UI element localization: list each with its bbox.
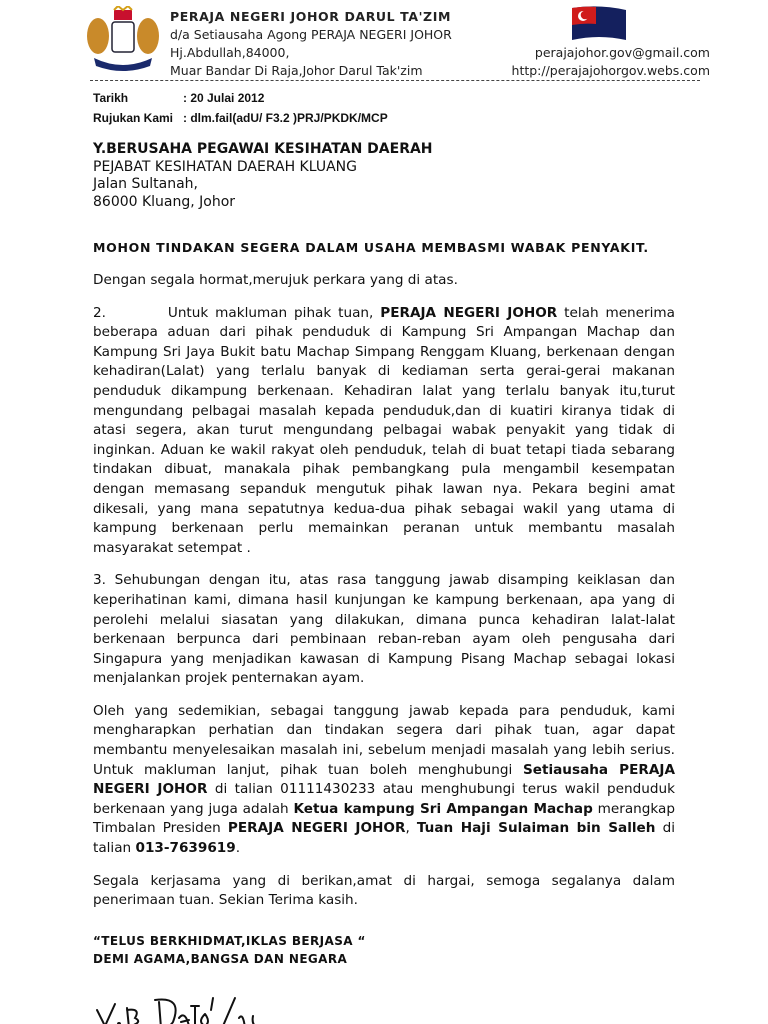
paragraph-text: merangkap Timbalan Presiden xyxy=(93,800,675,837)
paragraph-text: 2. Untuk makluman pihak tuan, xyxy=(93,304,381,321)
body-paragraph xyxy=(93,571,675,689)
website: http://perajajohorgov.webs.com xyxy=(511,63,710,78)
paragraph-text: 3. Sehubungan dengan itu, atas rasa tanggung jawab disamping keiklasan dan keperihatinan kami, dimana hasil kunjungan ke kampung berkenaan, apa yang di perolehi melalui siasatan yang dilakukan, dimana punca kehadiran lalat-lalat berkenaan berpunca dari pembinaan reban-reban ayam oleh pengusaha dari Singapura yang menjadikan kawasan di Kampung Pisang Machap sebagai lokasi menjalankan projek penternakan ayam. xyxy=(93,572,675,687)
recipient-address xyxy=(93,141,433,211)
letter-body xyxy=(93,271,675,924)
motto-line: DEMI AGAMA,BANGSA DAN NEGARA xyxy=(93,952,348,966)
bold-text: Tuan Haji Sulaiman bin Salleh xyxy=(416,820,656,837)
letterhead-line: Muar Bandar Di Raja,Johor Darul Tak'zim xyxy=(170,63,423,78)
signature-image xyxy=(93,988,273,1024)
org-name: PERAJA NEGERI JOHOR DARUL TA'ZIM xyxy=(170,9,451,24)
subject-line: MOHON TINDAKAN SEGERA DALAM USAHA MEMBASMI WABAK PENYAKIT. xyxy=(93,240,649,255)
body-paragraph xyxy=(93,271,675,291)
ref-label: Rujukan Kami xyxy=(93,111,174,125)
paragraph-text: . xyxy=(235,840,241,857)
bold-text: PERAJA NEGERI JOHOR xyxy=(227,820,406,837)
recipient-line: 86000 Kluang, Johor xyxy=(93,193,236,210)
recipient-title: Y.BERUSAHA PEGAWAI KESIHATAN DAERAH xyxy=(93,141,433,157)
paragraph-text: Dengan segala hormat,merujuk perkara yang di atas. xyxy=(93,272,458,288)
contact-info xyxy=(500,44,710,80)
body-paragraph xyxy=(93,702,675,859)
letterhead-line: Hj.Abdullah,84000, xyxy=(170,45,290,60)
paragraph-text: di talian 01111430233 atau menghubungi terus wakil penduduk berkenaan yang juga adalah xyxy=(93,781,675,817)
letterhead-line: d/a Setiausaha Agong PERAJA NEGERI JOHOR xyxy=(170,27,452,42)
recipient-line: PEJABAT KESIHATAN DAERAH KLUANG xyxy=(93,158,357,175)
paragraph-text: , xyxy=(405,820,417,837)
date-value: : 20 Julai 2012 xyxy=(183,91,265,105)
paragraph-text: Oleh yang sedemikian, sebagai tanggung jawab kepada para penduduk, kami mengharapkan perhatian dan tindakan segera dari pihak tuan, agar dapat membantu menyelesaikan masalah ini, sebelum menjadi masalah yang lebih serius. Untuk makluman lanjut, pihak tuan boleh menghubungi xyxy=(93,702,675,778)
body-paragraph xyxy=(93,872,675,911)
paragraph-text: Segala kerjasama yang di berikan,amat di hargai, semoga segalanya dalam penerimaan tuan. Sekian Terima kasih. xyxy=(93,872,675,909)
letter-meta xyxy=(93,88,388,128)
johor-crest-logo xyxy=(84,6,162,72)
motto-line: “TELUS BERKHIDMAT,IKLAS BERJASA “ xyxy=(93,934,366,948)
bold-text: Ketua kampung Sri Ampangan Machap xyxy=(293,800,593,817)
letterhead xyxy=(170,8,452,80)
recipient-line: Jalan Sultanah, xyxy=(93,176,198,192)
bold-text: PERAJA NEGERI JOHOR xyxy=(380,304,558,321)
body-paragraph xyxy=(93,304,675,559)
email: perajajohor.gov@gmail.com xyxy=(534,45,710,60)
paragraph-text: telah menerima beberapa aduan dari pihak penduduk di Kampung Sri Ampangan Machap dan Kampung Sri Jaya Bukit batu Machap Simpang Renggam Kluang, berkenaan dengan kehadiran(Lalat) yang terlalu banyak di kediaman serta gerai-gerai makanan penduduk dikampung berkenaan. Kehadiran lalat yang terlalu banyak itu,turut mengundang pelbagai masalah kepada penduduk,dan di kuatiri kiranya tidak di atasi segera, akan turut mengundang pelbagai wabak penyakit yang tidak di inginkan. Aduan ke wakil rakyat oleh penduduk, telah di buat tetapi tiada sebarang tindakan dibuat, manakala pihak pembangkang pula mengambil kesempatan dengan memasang sepanduk mengutuk pihak lawan nya. Pekara begini amat dikesali, yang mana sepatutnya kedua-dua pihak sebagai wakil yang utama di kampung berkenaan perlu memainkan peranan untuk membantu masalah masyarakat setempat . xyxy=(93,304,675,556)
bold-text: 013-7639619 xyxy=(135,840,236,857)
header-divider xyxy=(90,80,700,81)
paragraph-text: di talian xyxy=(93,820,675,857)
motto xyxy=(93,932,366,968)
johor-flag-icon xyxy=(570,4,628,44)
ref-value: : dlm.fail(adU/ F3.2 )PRJ/PKDK/MCP xyxy=(183,111,388,125)
date-label: Tarikh xyxy=(93,91,129,105)
bold-text: Setiausaha PERAJA NEGERI JOHOR xyxy=(93,761,675,798)
